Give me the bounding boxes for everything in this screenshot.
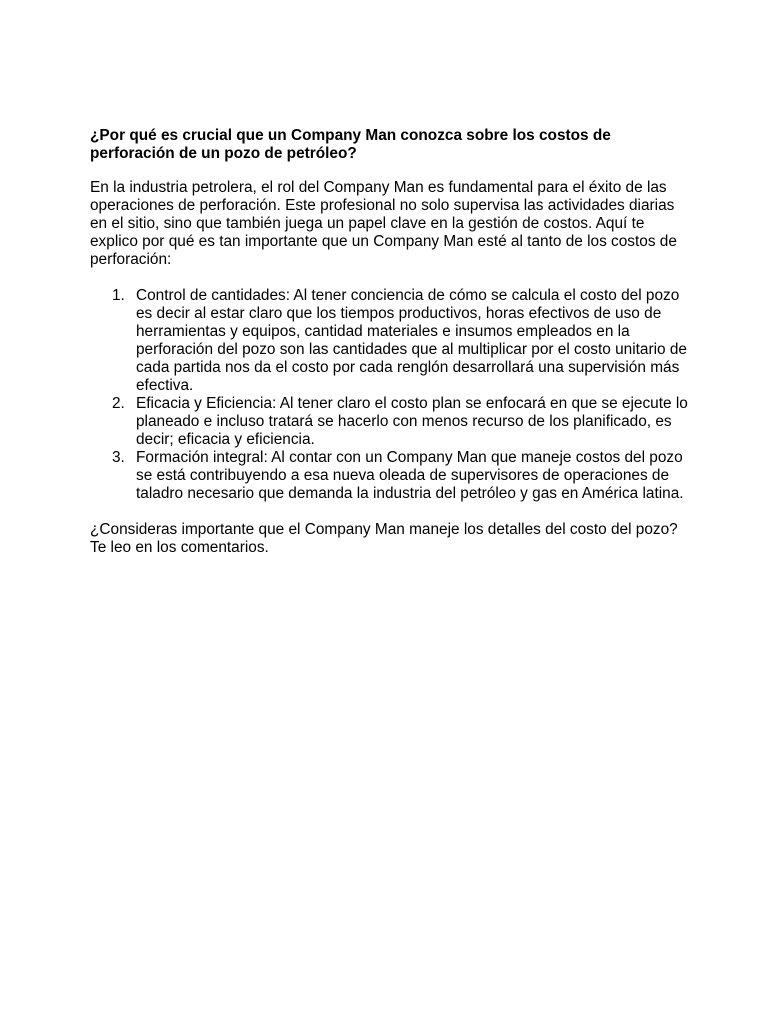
document-title: ¿Por qué es crucial que un Company Man conozca sobre los costos de perforación de un pozo de petróleo? <box>90 127 611 162</box>
list-item-number: 1. <box>112 287 125 304</box>
list-item-number: 3. <box>112 449 125 466</box>
list-item-text: Eficacia y Eficiencia: Al tener claro el costo plan se enfocará en que se ejecute lo planeado e incluso tratará se hacerlo con menos recurso de los planificado, es decir; eficacia y eficiencia. <box>136 395 688 448</box>
list-item <box>112 395 690 449</box>
list-item <box>112 287 690 395</box>
list-item-text: Formación integral: Al contar con un Company Man que maneje costos del pozo se está contribuyendo a esa nueva oleada de supervisores de operaciones de taladro necesario que demanda la industria del petróleo y gas en América latina. <box>136 449 684 502</box>
list-item <box>112 449 690 503</box>
intro-paragraph: En la industria petrolera, el rol del Company Man es fundamental para el éxito de las operaciones de perforación. Este profesional no solo supervisa las actividades diarias en el sitio, sino que también juega un papel clave en la gestión de costos. Aquí te explico por qué es tan importante que un Company Man esté al tanto de los costos de perforación: <box>90 179 677 268</box>
closing-paragraph: ¿Consideras importante que el Company Man maneje los detalles del costo del pozo? Te leo en los comentarios. <box>90 521 678 556</box>
numbered-list <box>90 287 690 503</box>
list-item-text: Control de cantidades: Al tener conciencia de cómo se calcula el costo del pozo es decir al estar claro que los tiempos productivos, horas efectivos de uso de herramientas y equipos, cantidad materiales e insumos empleados en la perforación del pozo son las cantidades que al multiplicar por el costo unitario de cada partida nos da el costo por cada renglón desarrollará una supervisión más efectiva. <box>136 287 687 394</box>
document-body <box>90 127 690 557</box>
list-item-number: 2. <box>112 395 125 412</box>
